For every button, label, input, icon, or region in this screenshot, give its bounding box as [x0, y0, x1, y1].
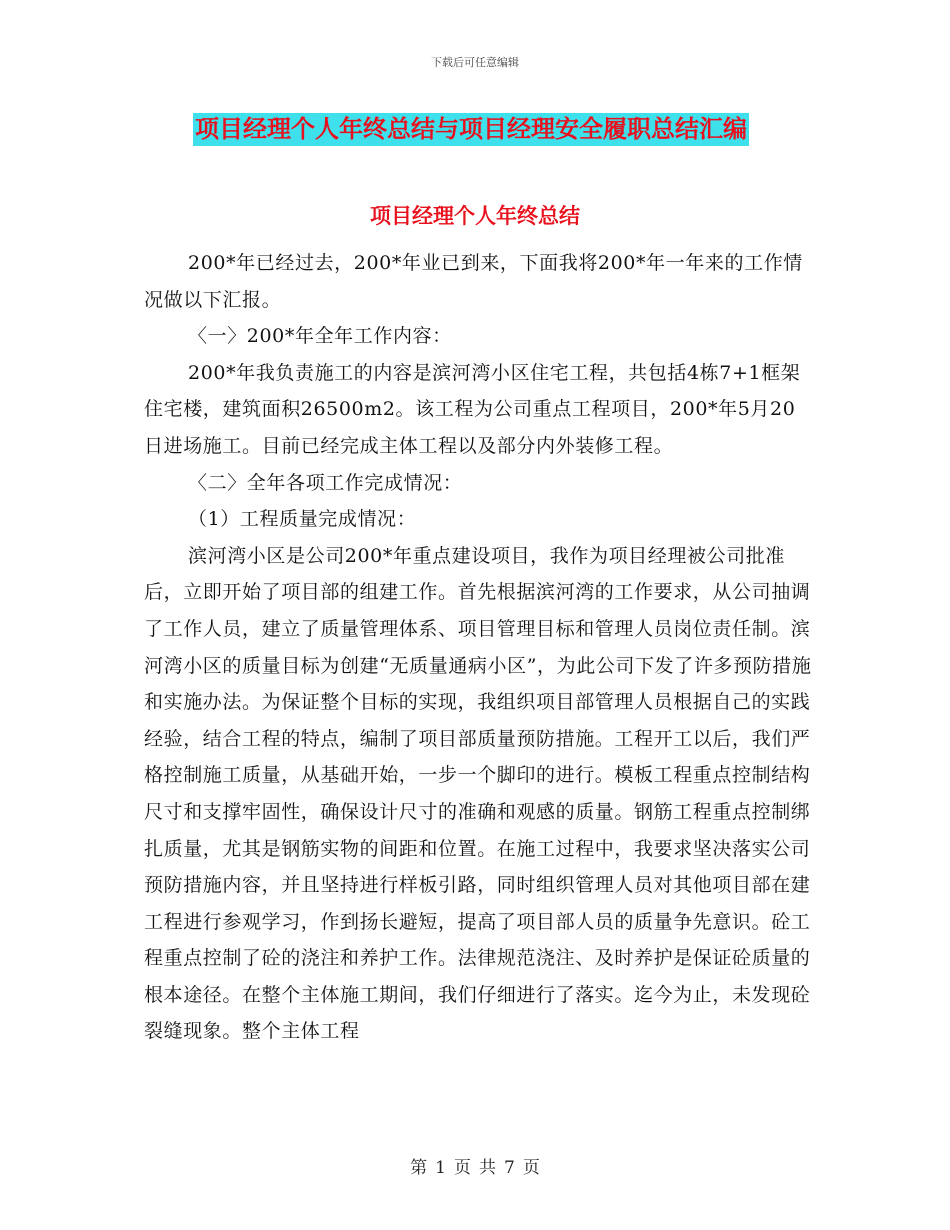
footer-page-unit: 页: [454, 1158, 471, 1178]
section-title: 项目经理个人年终总结: [370, 204, 580, 228]
footer-total-unit: 页: [522, 1158, 540, 1178]
header-note: 下载后可任意编辑: [431, 56, 519, 69]
page-footer: [0, 1153, 950, 1178]
footer-page-label: 第: [410, 1158, 428, 1178]
heading-work-content: 〈一〉200*年全年工作内容：: [188, 325, 452, 348]
footer-page-number: 1: [435, 1158, 446, 1178]
footer-total-label: 共: [479, 1158, 496, 1178]
document-title: 项目经理个人年终总结与项目经理安全履职总结汇编: [193, 113, 749, 146]
paragraph-intro: 200*年已经过去，200*年业已到来，下面我将200*年一年来的工作情况做以下汇报。: [144, 252, 803, 311]
footer-total-number: 7: [504, 1158, 515, 1178]
document-body: [144, 245, 814, 1050]
paragraph-quality: 滨河湾小区是公司200*年重点建设项目，我作为项目经理被公司批准后，立即开始了项目部的组建工作。首先根据滨河湾的工作要求，从公司抽调了工作人员，建立了质量管理体系、项目管理目标和管理人员岗位责任制。滨河湾小区的质量目标为创建“无质量通病小区”，为此公司下发了许多预防措施和实施办法。为保证整个目标的实现，我组织项目部管理人员根据自己的实践经验，结合工程的特点，编制了项目部质量预防措施。工程开工以后，我们严格控制施工质量，从基础开始，一步一个脚印的进行。模板工程重点控制结构尺寸和支撑牢固性，确保设计尺寸的准确和观感的质量。钢筋工程重点控制绑扎质量，尤其是钢筋实物的间距和位置。在施工过程中，我要求坚决落实公司预防措施内容，并且坚持进行样板引路，同时组织管理人员对其他项目部在建工程进行参观学习，作到扬长避短，提高了项目部人员的质量争先意识。砼工程重点控制了砼的浇注和养护工作。法律规范浇注、及时养护是保证砼质量的根本途径。在整个主体施工期间，我们仔细进行了落实。迄今为止，未发现砼裂缝现象。整个主体工程: [144, 544, 812, 1043]
paragraph-work-content: 200*年我负责施工的内容是滨河湾小区住宅工程，共包括4栋7+1框架住宅楼，建筑面积26500m2。该工程为公司重点工程项目，200*年5月20日进场施工。目前已经完成主体工程以及部分内外装修工程。: [144, 361, 801, 457]
heading-work-completion: 〈二〉全年各项工作完成情况：: [188, 471, 463, 494]
heading-quality: （1）工程质量完成情况：: [188, 508, 417, 531]
